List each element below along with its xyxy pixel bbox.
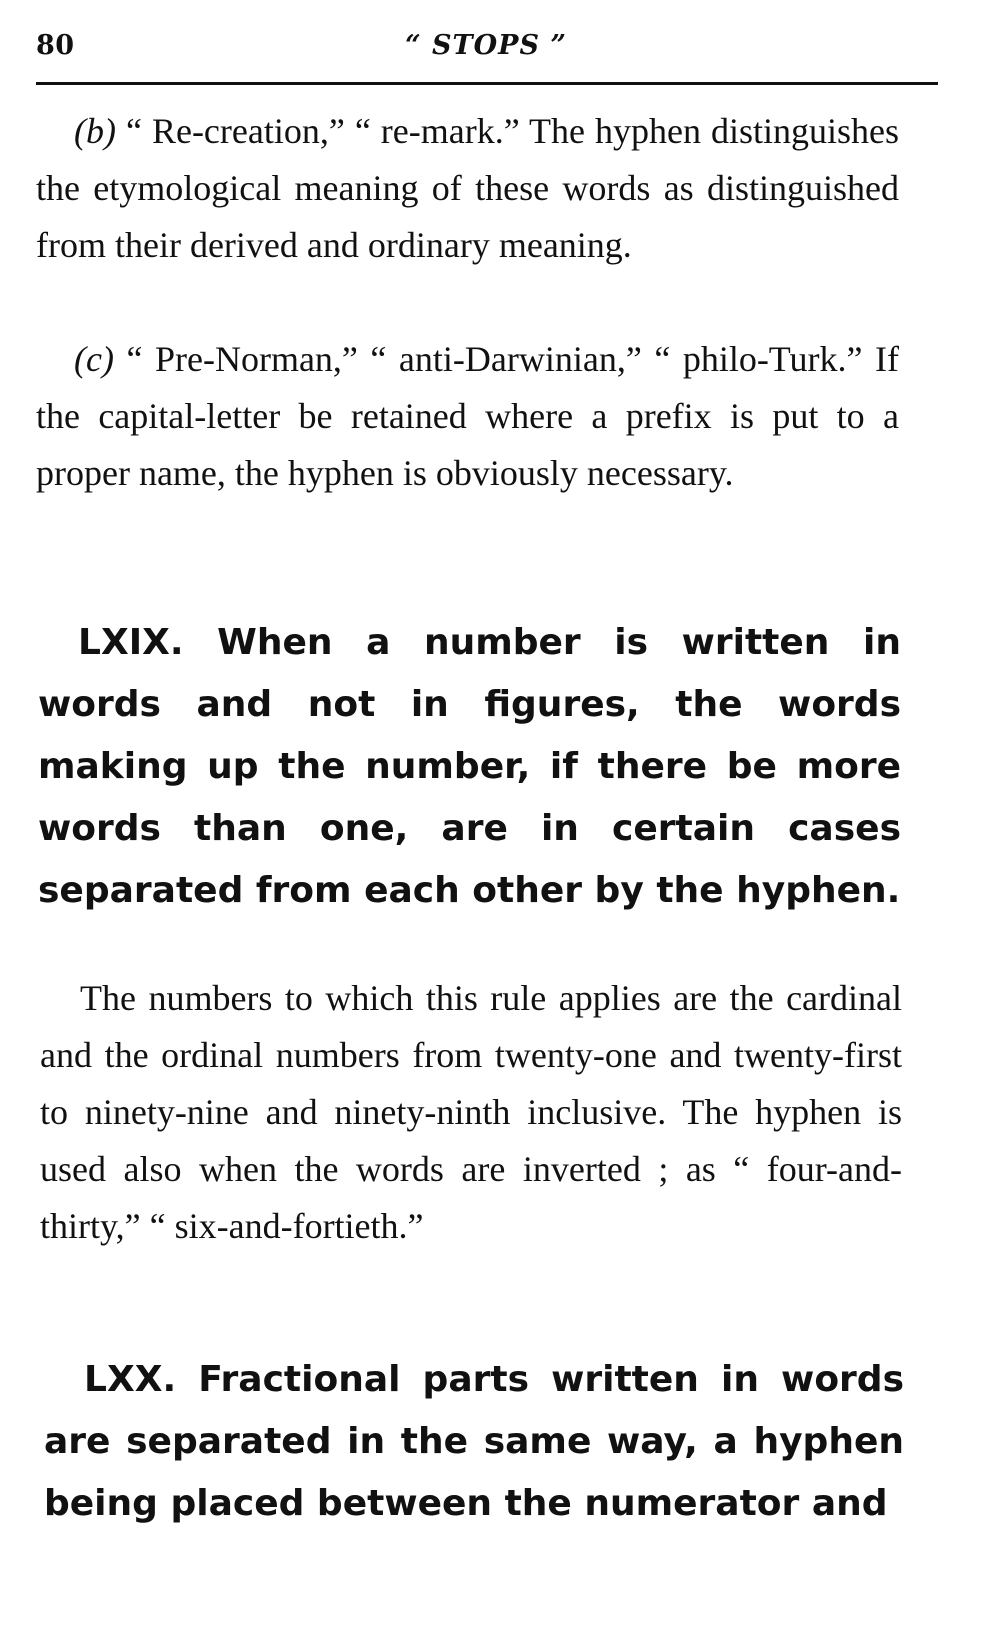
paragraph-c-text: “ Pre-Norman,” “ anti-Darwinian,” “ philo-Turk.” If the capital-letter be retained where a prefix is put to a proper name, the hyphen is obviously necessary. bbox=[36, 339, 899, 493]
paragraph-b-label: (b) bbox=[74, 111, 116, 151]
header-rule bbox=[36, 82, 938, 85]
paragraph-b-text: “ Re-creation,” “ re-mark.” The hyphen distinguishes the etymological meaning of these words as distinguished from their derived and ordinary meaning. bbox=[36, 111, 899, 265]
paragraph-b bbox=[36, 103, 899, 274]
rule-lxx-numeral: LXX. bbox=[84, 1359, 177, 1400]
page-number: 80 bbox=[36, 30, 75, 61]
rule-lxix bbox=[38, 612, 901, 922]
rule-lxix-numeral: LXIX. bbox=[78, 622, 184, 663]
rule-lxix-explanation: The numbers to which this rule applies are the cardinal and the ordinal numbers from twenty-one and twenty-first to ninety-nine and ninety-ninth inclusive. The hyphen is used also when the words are inverted ; as “ four-and-thirty,” “ six-and-fortieth.” bbox=[40, 978, 902, 1246]
rule-lxix-text: When a number is written in words and not in figures, the words making up the number, if there be more words than one, are in certain cases separated from each other by the hyphen. bbox=[38, 622, 901, 911]
rule-lxx-text: Fractional parts written in words are separated in the same way, a hyphen being placed between the numerator and bbox=[44, 1359, 904, 1524]
running-head bbox=[36, 28, 936, 68]
running-title: “ STOPS ” bbox=[405, 30, 567, 61]
paragraph-c bbox=[36, 331, 899, 502]
paragraph-c-label: (c) bbox=[74, 339, 114, 379]
rule-lxx bbox=[44, 1349, 904, 1535]
